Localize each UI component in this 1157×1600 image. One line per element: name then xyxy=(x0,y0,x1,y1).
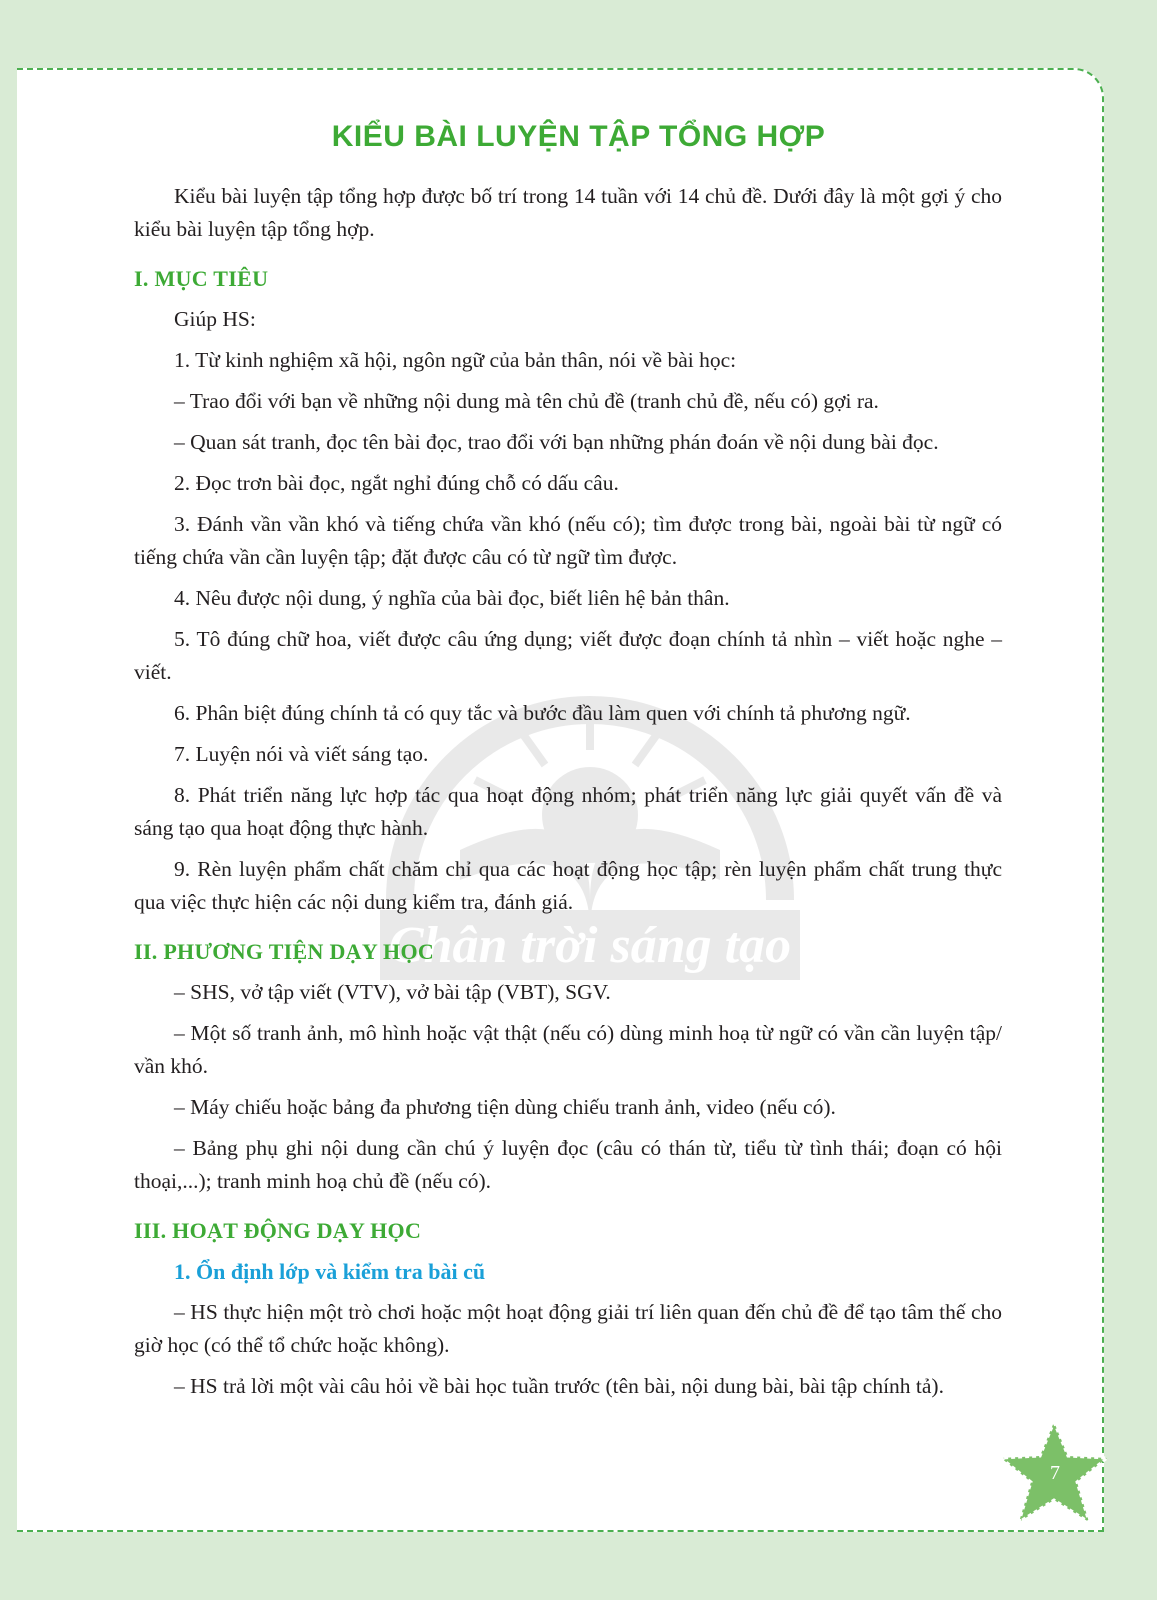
material-item: – SHS, vở tập viết (VTV), vở bài tập (VBT), SGV. xyxy=(174,980,611,1004)
activity-item: – HS trả lời một vài câu hỏi về bài học tuần trước (tên bài, nội dung bài, bài tập chính tả). xyxy=(174,1374,944,1398)
objective-item: 7. Luyện nói và viết sáng tạo. xyxy=(174,742,429,766)
page-number: 7 xyxy=(1050,1462,1060,1484)
objective-item: 3. Đánh vần vần khó và tiếng chứa vần khó (nếu có); tìm được trong bài, ngoài bài từ ngữ có tiếng chứa vần cần luyện tập; đặt được câu có từ ngữ tìm được. xyxy=(134,512,1002,569)
intro-paragraph: Kiểu bài luyện tập tổng hợp được bố trí trong 14 tuần với 14 chủ đề. Dưới đây là một gợi ý cho kiểu bài luyện tập tổng hợp. xyxy=(134,184,1002,241)
objective-item: – Quan sát tranh, đọc tên bài đọc, trao đổi với bạn những phán đoán về nội dung bài đọc. xyxy=(174,430,939,454)
objective-item: 2. Đọc trơn bài đọc, ngắt nghỉ đúng chỗ có dấu câu. xyxy=(174,471,619,495)
main-content xyxy=(134,180,1002,1411)
section-heading-activities: III. HOẠT ĐỘNG DẠY HỌC xyxy=(134,1218,422,1243)
objective-item: – Trao đổi với bạn về những nội dung mà tên chủ đề (tranh chủ đề, nếu có) gợi ra. xyxy=(174,389,879,413)
objective-item: 1. Từ kinh nghiệm xã hội, ngôn ngữ của bản thân, nói về bài học: xyxy=(174,348,737,372)
activity-item: – HS thực hiện một trò chơi hoặc một hoạt động giải trí liên quan đến chủ đề để tạo tâm thế cho giờ học (có thể tổ chức hoặc không). xyxy=(134,1300,1002,1357)
objective-item: 8. Phát triển năng lực hợp tác qua hoạt động nhóm; phát triển năng lực giải quyết vấn đề và sáng tạo qua hoạt động thực hành. xyxy=(134,783,1002,840)
material-item: – Một số tranh ảnh, mô hình hoặc vật thật (nếu có) dùng minh hoạ từ ngữ có vần cần luyện tập/ vần khó. xyxy=(134,1021,1002,1078)
objectives-lead: Giúp HS: xyxy=(174,307,256,331)
material-item: – Bảng phụ ghi nội dung cần chú ý luyện đọc (câu có thán từ, tiểu từ tình thái; đoạn có hội thoại,...); tranh minh hoạ chủ đề (nếu có). xyxy=(134,1136,1002,1193)
section-heading-objectives: I. MỤC TIÊU xyxy=(134,266,269,291)
section-heading-materials: II. PHƯƠNG TIỆN DẠY HỌC xyxy=(134,939,435,964)
page-title: KIỂU BÀI LUYỆN TẬP TỔNG HỢP xyxy=(331,120,826,153)
subsection-heading-warmup: 1. Ổn định lớp và kiểm tra bài cũ xyxy=(174,1259,486,1284)
objective-item: 5. Tô đúng chữ hoa, viết được câu ứng dụng; viết được đoạn chính tả nhìn – viết hoặc nghe – viết. xyxy=(134,627,1002,684)
objective-item: 6. Phân biệt đúng chính tả có quy tắc và bước đầu làm quen với chính tả phương ngữ. xyxy=(174,701,911,725)
material-item: – Máy chiếu hoặc bảng đa phương tiện dùng chiếu tranh ảnh, video (nếu có). xyxy=(174,1095,836,1119)
objective-item: 4. Nêu được nội dung, ý nghĩa của bài đọc, biết liên hệ bản thân. xyxy=(174,586,730,610)
objective-item: 9. Rèn luyện phẩm chất chăm chỉ qua các hoạt động học tập; rèn luyện phẩm chất trung thực qua việc thực hiện các nội dung kiểm tra, đánh giá. xyxy=(134,857,1002,914)
